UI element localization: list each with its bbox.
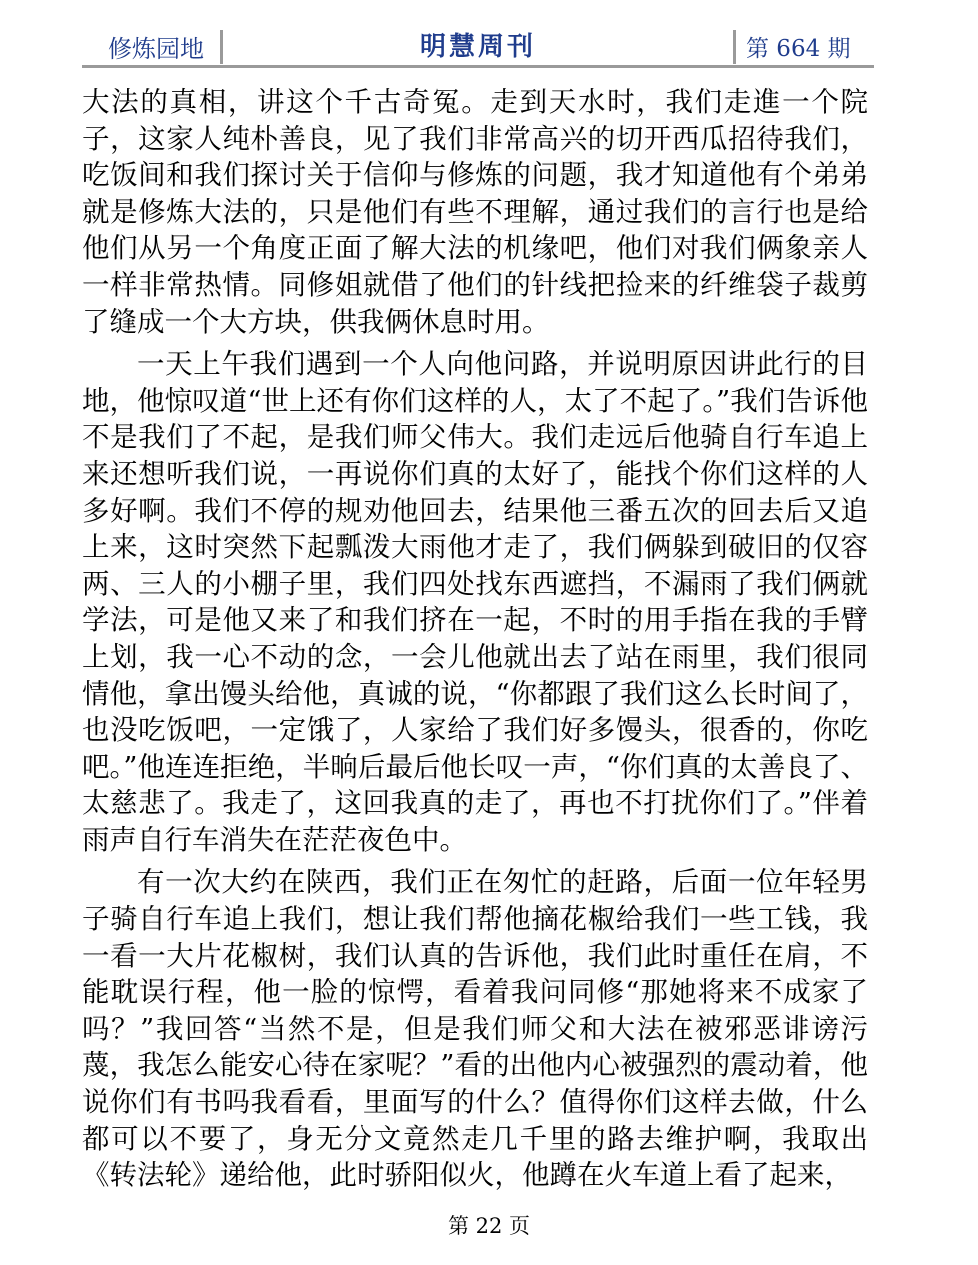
journal-title: 明慧周刊 — [419, 32, 536, 62]
page-number: 第 22 页 — [447, 1214, 531, 1238]
header-divider-right — [733, 30, 736, 64]
page-footer — [0, 1210, 978, 1240]
paragraph: 一天上午我们遇到一个人向他问路，并说明原因讲此行的目地，他惊叹道“世上还有你们这样的人，太了不起了。”我们告诉他不是我们了不起，是我们师父伟大。我们走远后他骑自行车追上来还想听我们说，一再说你们真的太好了，能找个你们这样的人多好啊。我们不停的规劝他回去，结果他三番五次的回去后又追上来，这时突然下起瓢泼大雨他才走了，我们俩躲到破旧的仅容两、三人的小棚子里，我们四处找东西遮挡，不漏雨了我们俩就学法，可是他又来了和我们挤在一起，不时的用手指在我的手臂上划，我一心不动的念，一会儿他就出去了站在雨里，我们很同情他，拿出馒头给他，真诚的说，“你都跟了我们这么长时间了，也没吃饭吧，一定饿了，人家给了我们好多馒头，很香的，你吃吧。”他连连拒绝，半晌后最后他长叹一声，“你们真的太善良了、太慈悲了。我走了，这回我真的走了，再也不打扰你们了。”伴着雨声自行车消失在茫茫夜色中。 — [82, 348, 868, 856]
section-title: 修炼园地 — [108, 35, 204, 63]
issue-number: 第 664 期 — [746, 36, 851, 62]
paragraph: 有一次大约在陕西，我们正在匆忙的赶路，后面一位年轻男子骑自行车追上我们，想让我们帮他摘花椒给我们一些工钱，我一看一大片花椒树，我们认真的告诉他，我们此时重任在肩，不能耽误行程，他一脸的惊愕，看着我问同修“那她将来不成家了吗？”我回答“当然不是，但是我们师父和大法在被邪恶诽谤污蔑，我怎么能安心待在家呢？”看的出他内心被强烈的震动着，他说你们有书吗我看看，里面写的什么？值得你们这样去做，什么都可以不要了，身无分文竟然走几千里的路去维护啊，我取出《转法轮》递给他，此时骄阳似火，他蹲在火车道上看了起来， — [82, 866, 868, 1192]
page-header — [82, 22, 874, 68]
header-rule — [82, 65, 874, 68]
article-body — [82, 84, 868, 1200]
paragraph: 大法的真相，讲这个千古奇冤。走到天水时，我们走進一个院子，这家人纯朴善良，见了我们非常高兴的切开西瓜招待我们，吃饭间和我们探讨关于信仰与修炼的问题，我才知道他有个弟弟就是修炼大法的，只是他们有些不理解，通过我们的言行也是给他们从另一个角度正面了解大法的机缘吧，他们对我们俩象亲人一样非常热情。同修姐就借了他们的针线把捡来的纤维袋子裁剪了缝成一个大方块，供我俩休息时用。 — [82, 86, 868, 338]
